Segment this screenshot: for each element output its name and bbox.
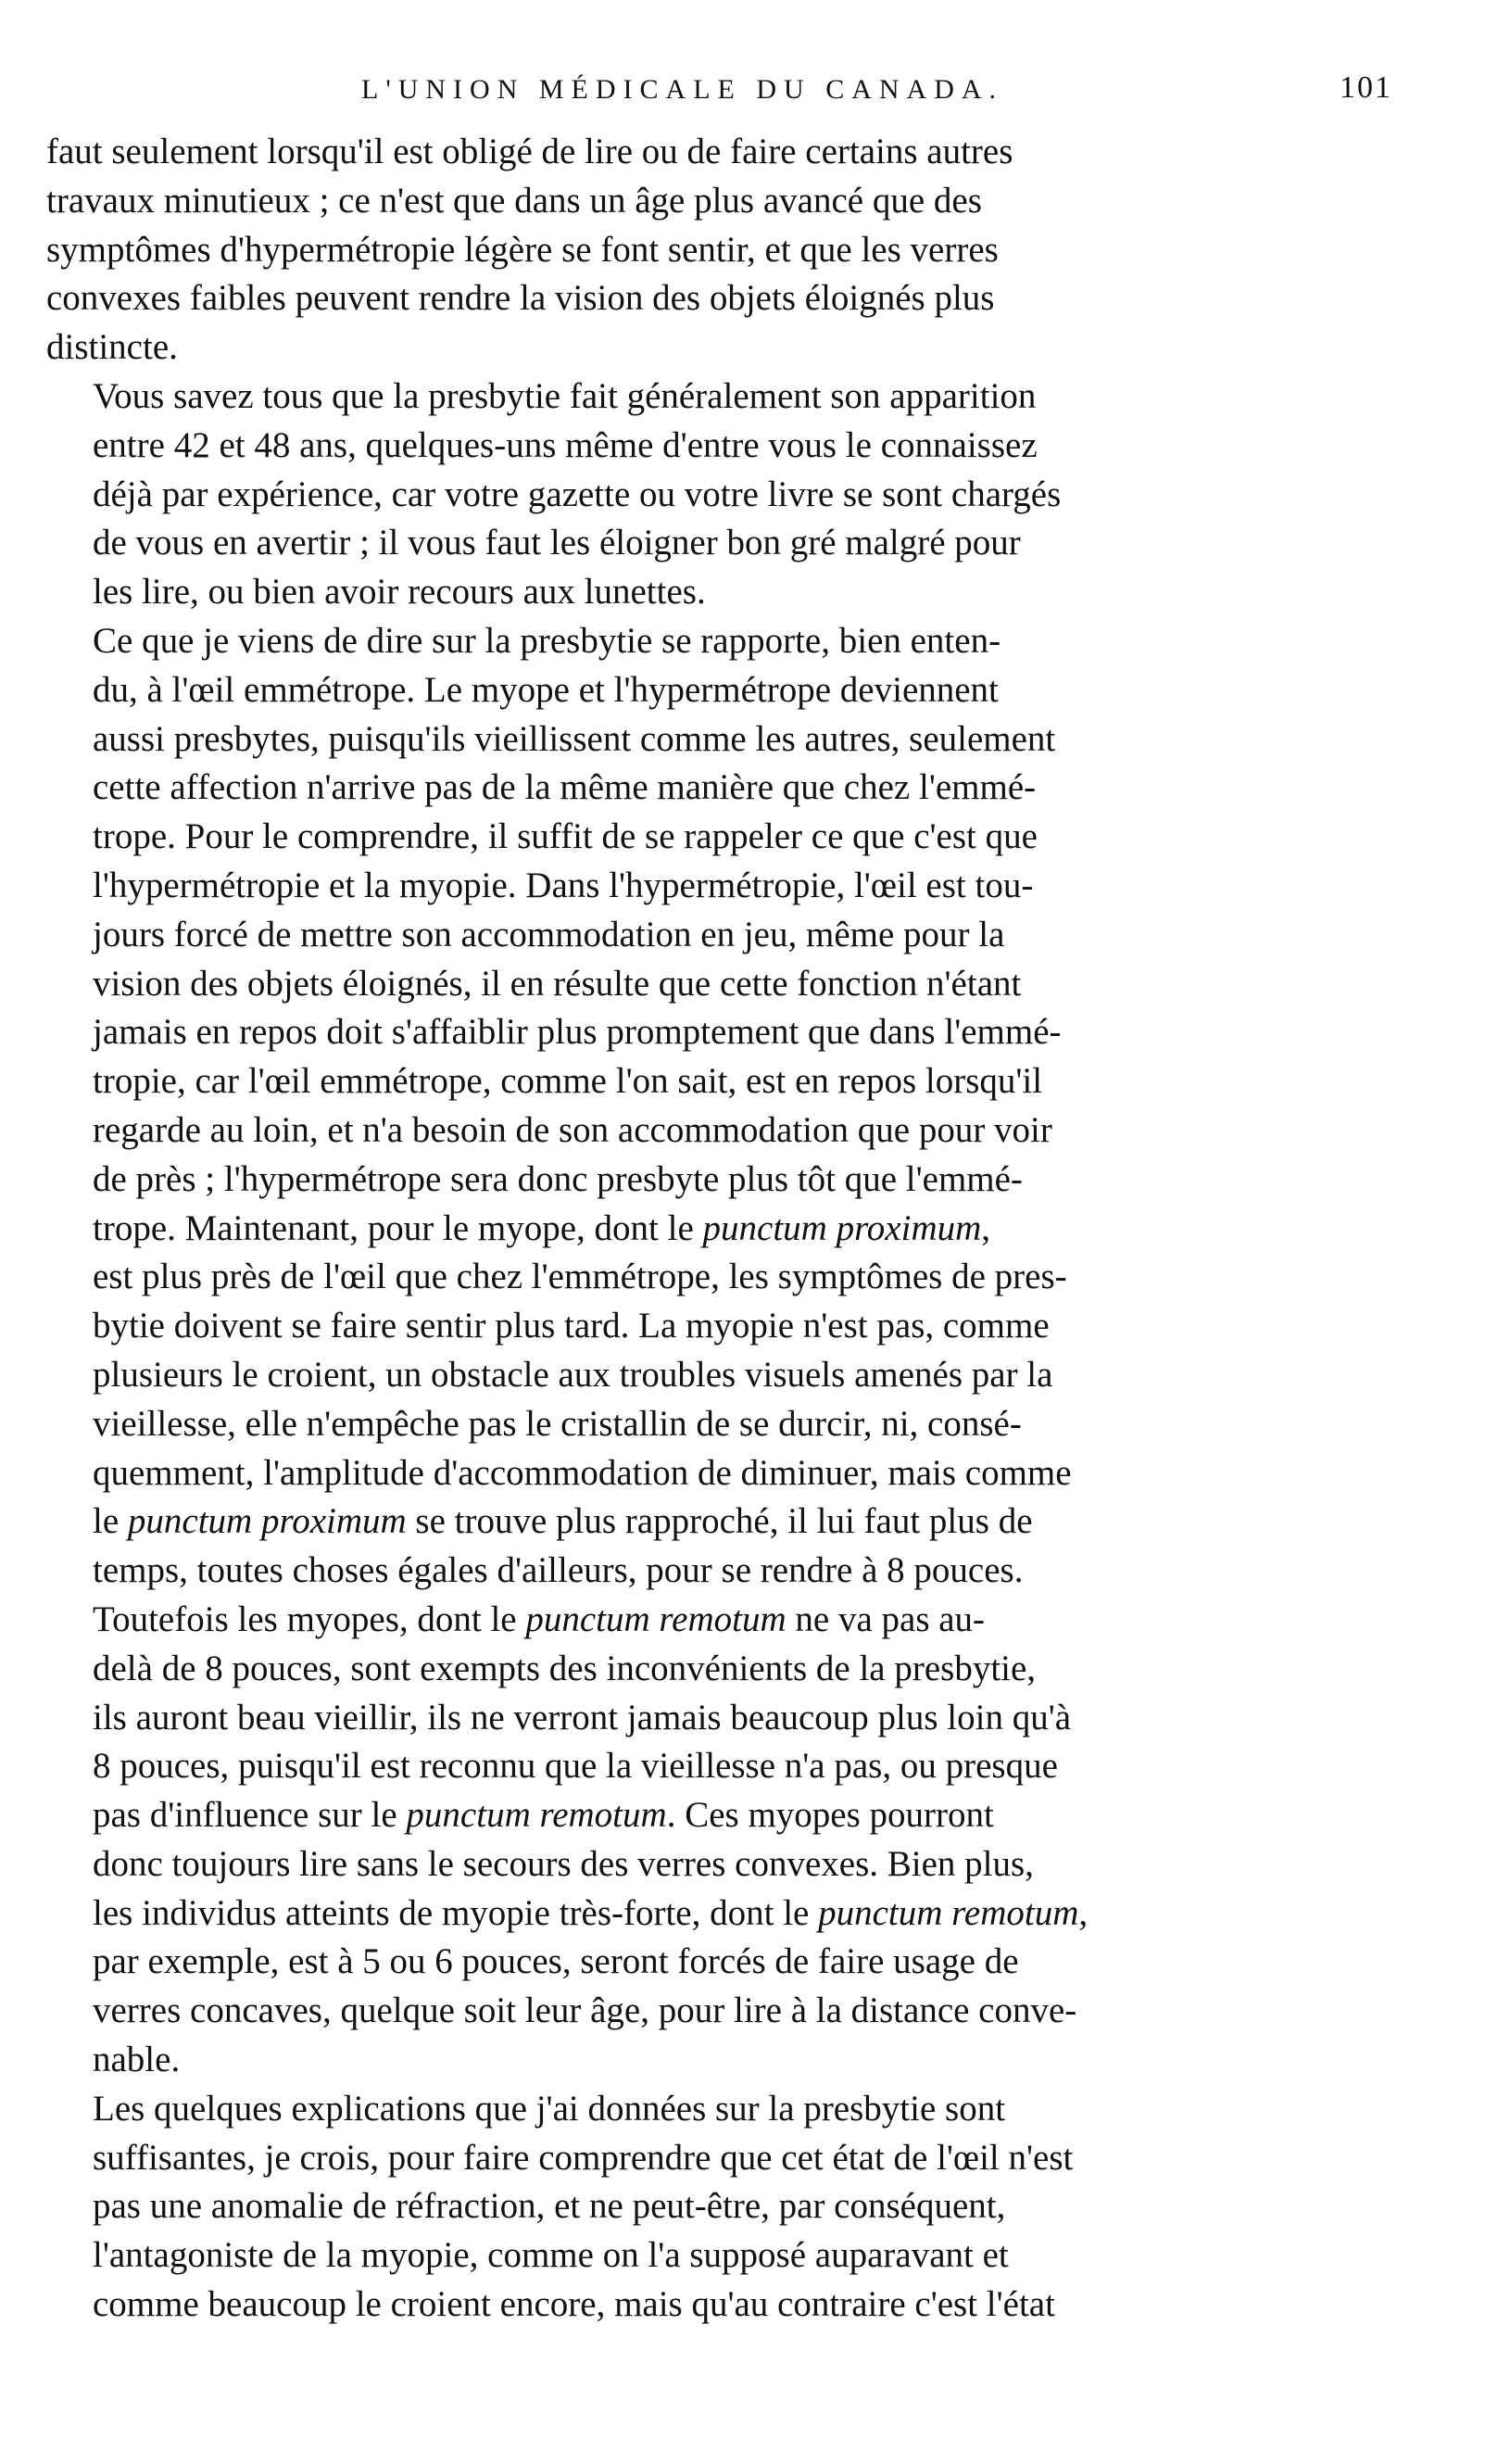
text-segment: le: [93, 1501, 128, 1542]
text-segment: symptômes d'hypermétropie légère se font sentir, et que les verres: [46, 229, 999, 270]
text-line: [46, 862, 1417, 911]
text-segment: l'antagoniste de la myopie, comme on l'a supposé auparavant et: [93, 2235, 1009, 2276]
text-line: [46, 422, 1417, 471]
text-segment: déjà par expérience, car votre gazette ou votre livre se sont chargés: [93, 474, 1062, 514]
text-line: [46, 2281, 1417, 2330]
text-segment: suffisantes, je crois, pour faire comprendre que cet état de l'œil n'est: [93, 2137, 1074, 2178]
text-line: [46, 1205, 1417, 1254]
text-line: [46, 2134, 1417, 2183]
text-line: [46, 960, 1417, 1009]
text-segment: faut seulement lorsqu'il est obligé de lire ou de faire certains autres: [46, 132, 1013, 171]
text-line: [46, 813, 1417, 862]
text-segment: vieillesse, elle n'empêche pas le cristallin de se durcir, ni, consé-: [93, 1403, 1022, 1444]
text-line: [46, 1449, 1417, 1498]
paragraph: [46, 1596, 1417, 2085]
text-segment: verres concaves, quelque soit leur âge, pour lire à la distance conve-: [93, 1990, 1077, 2031]
text-line: [46, 373, 1417, 422]
text-segment: . Ces myopes pourront: [666, 1795, 994, 1836]
text-segment: est plus près de l'œil que chez l'emmétrope, les symptômes de pres-: [93, 1257, 1067, 1297]
text-line: [46, 1106, 1417, 1156]
text-line: [46, 1596, 1417, 1645]
text-line: [46, 1351, 1417, 1400]
text-segment: trope. Pour le comprendre, il suffit de se rappeler ce que c'est que: [93, 816, 1038, 857]
text-line: [46, 2085, 1417, 2134]
italic-term: punctum remotum: [525, 1598, 787, 1639]
text-segment: 8 pouces, puisqu'il est reconnu que la vieillesse n'a pas, ou presque: [93, 1746, 1058, 1787]
text-line: [46, 1791, 1417, 1840]
text-segment: ils auront beau vieillir, ils ne verront jamais beaucoup plus loin qu'à: [93, 1697, 1072, 1737]
text-segment: plusieurs le croient, un obstacle aux troubles visuels amenés par la: [93, 1354, 1053, 1395]
text-segment: de près ; l'hypermétrope sera donc presbyte plus tôt que l'emmé-: [93, 1158, 1023, 1199]
text-line: [46, 2231, 1417, 2281]
text-segment: pas une anomalie de réfraction, et ne peut-être, par conséquent,: [93, 2186, 1006, 2227]
text-line: [46, 1497, 1417, 1547]
text-segment: entre 42 et 48 ans, quelques-uns même d'entre vous le connaissez: [93, 424, 1038, 465]
text-line: [46, 274, 1417, 323]
text-line: [46, 1742, 1417, 1791]
text-segment: aussi presbytes, puisqu'ils vieillissent comme les autres, seulement: [93, 718, 1056, 759]
text-line: [46, 568, 1417, 617]
text-line: [46, 128, 1417, 177]
text-line: [46, 2036, 1417, 2085]
text-line: [46, 911, 1417, 960]
text-segment: les individus atteints de myopie très-forte, dont le: [93, 1892, 819, 1933]
text-line: [46, 323, 1417, 373]
text-segment: bytie doivent se faire sentir plus tard. La myopie n'est pas, comme: [93, 1306, 1050, 1346]
text-segment: travaux minutieux ; ce n'est que dans un âge plus avancé que des: [46, 180, 982, 221]
text-segment: ,: [1078, 1892, 1089, 1933]
text-segment: trope. Maintenant, pour le myope, dont le: [93, 1207, 703, 1248]
text-segment: donc toujours lire sans le secours des verres convexes. Bien plus,: [93, 1843, 1034, 1884]
text-segment: regarde au loin, et n'a besoin de son accommodation que pour voir: [93, 1109, 1052, 1150]
text-segment: vision des objets éloignés, il en résulte que cette fonction n'étant: [93, 963, 1022, 1004]
text-line: [46, 519, 1417, 568]
text-segment: pas d'influence sur le: [93, 1795, 407, 1836]
text-segment: Toutefois les myopes, dont le: [93, 1598, 526, 1639]
text-segment: Ce que je viens de dire sur la presbytie se rapporte, bien enten-: [93, 620, 1001, 661]
paragraph: [46, 373, 1417, 617]
text-line: [46, 1253, 1417, 1302]
text-line: [46, 226, 1417, 275]
text-segment: nable.: [93, 2040, 181, 2080]
text-segment: jamais en repos doit s'affaiblir plus promptement que dans l'emmé-: [93, 1012, 1062, 1053]
text-line: [46, 2182, 1417, 2231]
text-line: [46, 617, 1417, 666]
page-header: [46, 54, 1417, 119]
text-segment: les lire, ou bien avoir recours aux lunettes.: [93, 572, 706, 613]
text-line: [46, 1645, 1417, 1694]
text-line: [46, 1302, 1417, 1351]
text-segment: Vous savez tous que la presbytie fait généralement son apparition: [93, 375, 1037, 416]
running-title: L'UNION MÉDICALE DU CANADA.: [361, 74, 1004, 105]
document-page: [46, 54, 1417, 2330]
text-segment: cette affection n'arrive pas de la même manière que chez l'emmé-: [93, 767, 1037, 808]
text-segment: de vous en avertir ; il vous faut les éloigner bon gré malgré pour: [93, 523, 1021, 563]
paragraph: [46, 2085, 1417, 2330]
text-line: [46, 715, 1417, 764]
text-segment: tropie, car l'œil emmétrope, comme l'on sait, est en repos lorsqu'il: [93, 1061, 1043, 1102]
text-line: [46, 1938, 1417, 1987]
text-segment: delà de 8 pouces, sont exempts des inconvénients de la presbytie,: [93, 1648, 1037, 1688]
text-line: [46, 1987, 1417, 2036]
italic-term: punctum proximum: [127, 1501, 407, 1542]
italic-term: punctum proximum: [702, 1207, 982, 1248]
text-segment: temps, toutes choses égales d'ailleurs, pour se rendre à 8 pouces.: [93, 1550, 1024, 1591]
italic-term: punctum remotum: [406, 1795, 667, 1836]
text-segment: convexes faibles peuvent rendre la vision des objets éloignés plus: [46, 278, 995, 319]
text-segment: quemment, l'amplitude d'accommodation de diminuer, mais comme: [93, 1452, 1072, 1493]
text-line: [46, 1840, 1417, 1889]
text-segment: par exemple, est à 5 ou 6 pouces, seront forcés de faire usage de: [93, 1941, 1019, 1982]
paragraph: [46, 128, 1417, 373]
text-line: [46, 1156, 1417, 1205]
text-segment: l'hypermétropie et la myopie. Dans l'hypermétropie, l'œil est tou-: [93, 865, 1034, 905]
text-segment: ,: [981, 1207, 991, 1248]
text-segment: comme beaucoup le croient encore, mais qu'au contraire c'est l'état: [93, 2284, 1055, 2325]
page-number: 101: [1340, 70, 1392, 105]
text-segment: jours forcé de mettre son accommodation en jeu, même pour la: [93, 914, 1005, 954]
text-line: [46, 1547, 1417, 1596]
italic-term: punctum remotum: [818, 1892, 1079, 1933]
text-line: [46, 666, 1417, 715]
text-line: [46, 177, 1417, 226]
text-segment: du, à l'œil emmétrope. Le myope et l'hypermétrope deviennent: [93, 669, 999, 710]
text-segment: Les quelques explications que j'ai données sur la presbytie sont: [93, 2088, 1006, 2129]
text-line: [46, 1694, 1417, 1743]
text-segment: ne va pas au-: [786, 1598, 986, 1639]
text-line: [46, 1889, 1417, 1939]
paragraph: [46, 617, 1417, 1596]
text-segment: se trouve plus rapproché, il lui faut plus de: [406, 1501, 1033, 1542]
text-line: [46, 1008, 1417, 1057]
text-line: [46, 1400, 1417, 1449]
text-line: [46, 764, 1417, 813]
text-line: [46, 471, 1417, 520]
text-line: [46, 1057, 1417, 1106]
text-segment: distincte.: [46, 327, 178, 368]
body-text: [46, 128, 1417, 2330]
